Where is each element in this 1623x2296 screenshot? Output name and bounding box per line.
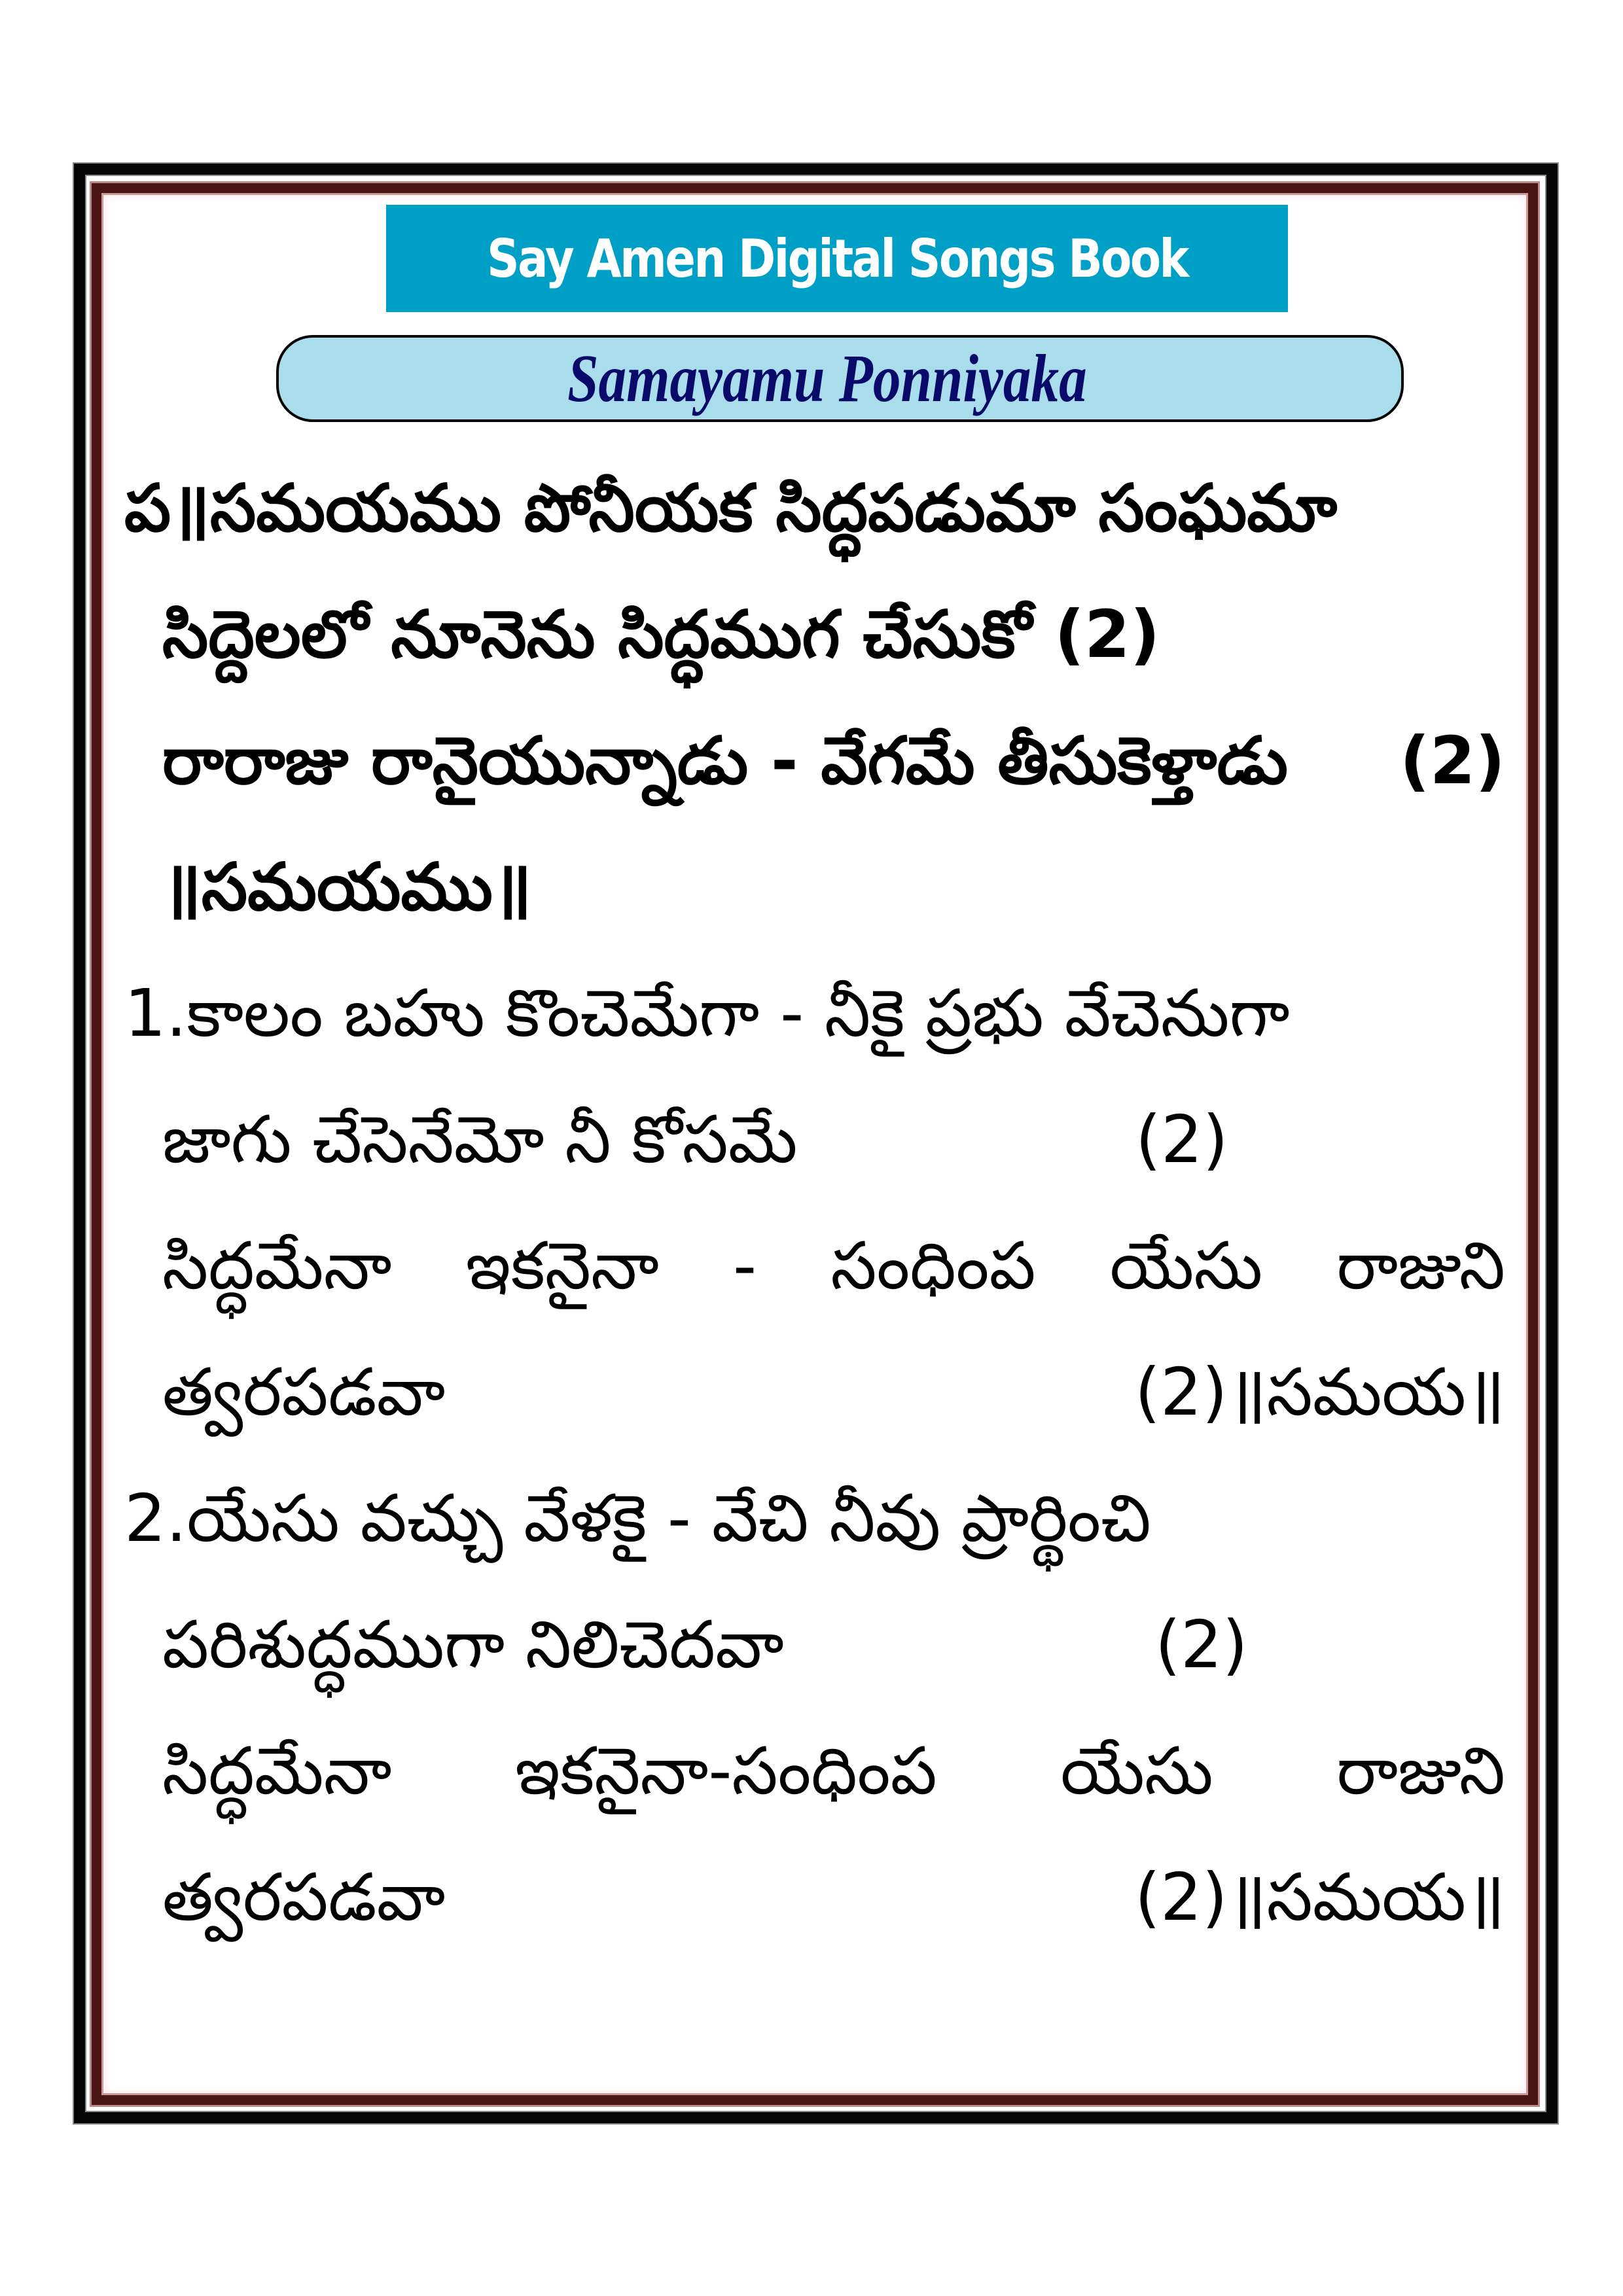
- verse-1-line-2: [124, 1076, 1505, 1203]
- verse-2-line-3: [124, 1708, 1505, 1834]
- lyric-text: ప॥సమయము పోనీయక సిద్ధపడుమా సంఘమా: [124, 470, 1338, 546]
- songbook-title: Say Amen Digital Songs Book: [486, 228, 1188, 289]
- verse-2-line-4: [124, 1834, 1505, 1960]
- verse-2-line-2: [124, 1581, 1505, 1708]
- pallavi-line-3: [124, 698, 1505, 824]
- verse-2-line-1: [124, 1455, 1505, 1581]
- pallavi-line-2: [124, 571, 1505, 698]
- lyric-word: సంధింప: [830, 1227, 1036, 1304]
- lyric-word: -: [733, 1227, 757, 1304]
- lyric-text: జాగు చేసెనేమో నీ కోసమే: [162, 1101, 798, 1178]
- song-title: Samayamu Ponniyaka: [567, 341, 1087, 416]
- lyric-word: సిద్ధమేనా: [162, 1227, 392, 1304]
- songbook-banner: [386, 205, 1288, 312]
- lyric-word: రాజుని: [1336, 1227, 1505, 1304]
- repeat-marker: (2): [1135, 1101, 1228, 1178]
- lyric-word: రాజుని: [1336, 1733, 1505, 1809]
- verse-1-line-4: [124, 1329, 1505, 1455]
- verse-1-line-3: [124, 1203, 1505, 1329]
- refrain-marker: (2)॥సమయ॥: [1134, 1354, 1505, 1430]
- refrain-marker: (2)॥సమయ॥: [1134, 1859, 1505, 1935]
- pallavi-line-1: [124, 445, 1505, 571]
- lyric-text: 2.యేసు వచ్చు వేళకై - వేచి నీవు ప్రార్థించి: [124, 1480, 1151, 1557]
- lyric-text: రారాజు రానైయున్నాడు - వేగమే తీసుకెళ్తాడు: [162, 722, 1288, 799]
- lyric-text: 1.కాలం బహు కొంచెమేగా - నీకై ప్రభు వేచెనుగా: [124, 975, 1290, 1051]
- lyric-text: త్వరపడవా: [162, 1354, 446, 1430]
- repeat-marker: (2): [1400, 722, 1505, 799]
- lyric-text: పరిశుద్ధముగా నిలిచెదవా: [162, 1606, 784, 1683]
- lyric-word: సిద్ధమేనా: [162, 1733, 392, 1809]
- song-title-box: [276, 335, 1404, 422]
- lyric-word: యేసు: [1109, 1227, 1263, 1304]
- repeat-marker: (2): [1054, 596, 1160, 673]
- lyric-word: ఇకనైనా: [465, 1227, 659, 1304]
- refrain-marker: ॥సమయము॥: [162, 849, 532, 925]
- lyric-word: ఇకనైనా-సంధింప: [515, 1733, 937, 1809]
- lyrics-body: [124, 445, 1505, 1960]
- lyric-text: త్వరపడవా: [162, 1859, 446, 1935]
- lyric-text: సిద్దెలలో నూనెను సిద్ధముగ చేసుకో: [162, 596, 1032, 673]
- lyric-word: యేసు: [1060, 1733, 1213, 1809]
- verse-1-line-1: [124, 950, 1505, 1076]
- pallavi-refrain: [124, 824, 1505, 950]
- repeat-marker: (2): [1155, 1606, 1248, 1683]
